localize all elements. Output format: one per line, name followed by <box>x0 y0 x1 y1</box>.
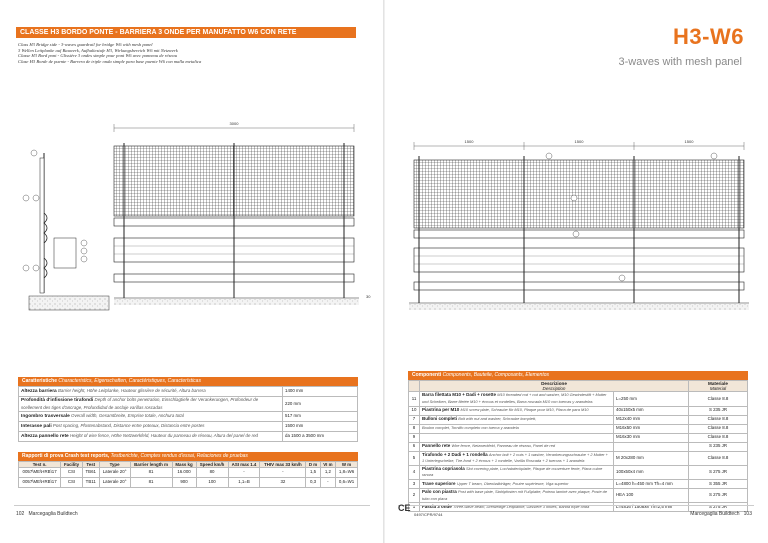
product-subtitle: 3-waves with mesh panel <box>618 56 742 68</box>
component-material: Classe 8.8 <box>689 424 748 433</box>
crash-col-header: Test n. <box>19 462 61 468</box>
crash-cell: 0,6=W1 <box>336 478 358 488</box>
ce-mark-icon: CE <box>398 503 411 513</box>
component-description <box>420 424 614 433</box>
crash-cell: 81 <box>130 468 172 478</box>
crash-col-header: Type <box>99 462 130 468</box>
spec-row <box>19 412 358 422</box>
crash-cell: 32 <box>260 478 306 488</box>
crash-col-header: D m <box>306 462 320 468</box>
crash-cell: 81 <box>130 478 172 488</box>
technical-drawing-left <box>14 118 374 313</box>
component-size: 100x50x4 mm <box>614 465 689 479</box>
subtitle-en: Class H3 Bridge side - 3-waves guardrail for bridge W6 with mesh panel <box>18 42 153 47</box>
component-name-alt: Wire fence, Netzwerkfeld, Panneau de réseau, Panel de red <box>451 443 556 449</box>
spec-header-main: Caratteristiche <box>22 378 58 384</box>
component-material: S 355 JR <box>689 479 748 488</box>
component-name-alt: Three-wave beam, Dreiwellige Leitplanke, Glissière 3 ondes, Banda triple onda <box>453 503 590 509</box>
dim-2: 1500 <box>574 139 584 144</box>
spec-label-cell <box>19 432 283 442</box>
component-description <box>420 392 614 406</box>
crash-col-header: VI m <box>320 462 335 468</box>
crash-cell: 0057\ME\HRB\17 <box>19 468 61 478</box>
component-row <box>409 406 748 415</box>
spec-label-alt: Height of wire fence, Höhe Netzwerkfeld, Hauteur du panneau de réseau, Altura del panel de red <box>69 432 258 438</box>
component-number: 8 <box>409 424 420 433</box>
components-header <box>408 371 748 380</box>
crash-cell: Laterale 20° <box>99 468 130 478</box>
component-size: L=250 mm <box>614 392 689 406</box>
component-size: M 20x280 mm <box>614 451 689 465</box>
crash-cell: CSI <box>61 478 83 488</box>
component-description <box>420 465 614 479</box>
component-description <box>420 451 614 465</box>
technical-drawing-right <box>404 138 754 318</box>
spec-value: 1400 mm <box>283 387 358 397</box>
component-number: 11 <box>409 392 420 406</box>
crash-col-header: Barrier length m <box>130 462 172 468</box>
spec-label-cell <box>19 412 283 422</box>
crash-cell: 0,3 <box>306 478 320 488</box>
spec-label-cell <box>19 387 283 397</box>
crash-cell: 1,5 <box>306 468 320 478</box>
component-row <box>409 392 748 406</box>
component-description <box>420 406 614 415</box>
component-number: 4 <box>409 465 420 479</box>
component-name: Fascia 3 onde <box>422 503 452 509</box>
spec-row <box>19 387 358 397</box>
component-name-alt: Post with base plate, Stahlpfosten mit Fußplatte, Poteau laminé avec plaque, Poste de tubo con placa <box>422 488 608 501</box>
spec-label: Profondità d'infissione tirafondi <box>21 398 94 403</box>
dim-1: 1500 <box>464 139 474 144</box>
component-size: L=4816 / 1508x8 Th=2,5 mm <box>614 503 689 512</box>
spec-header-alt: Characteristics, Eigenschaften, Caractéristiques, Características <box>58 378 201 384</box>
component-name-alt: Anchor bolt + 2 nuts + 1 washer, Verankerungsschraube + 2 Mutter + 1 Unterlegscheibe, Tire-fond + 2 écrous + 1 rondelle, Varilla Roscada + 2 tuercas + 1 arandela <box>422 451 608 464</box>
spec-label-alt: Barrier height, Höhe Leitplanke, Hauteur glissière de sécurité, Altura barrera <box>57 387 206 393</box>
component-size: M16x30 mm <box>614 433 689 442</box>
spec-table <box>18 386 358 442</box>
component-material: Classe 8.8 <box>689 415 748 424</box>
crash-cell: Laterale 20° <box>99 478 130 488</box>
component-row <box>409 451 748 465</box>
component-name: Piastrina per M10 <box>422 407 460 413</box>
spec-value: 1500 mm <box>283 422 358 432</box>
page-title: CLASSE H3 BORDO PONTE - BARRIERA 3 ONDE PER MANUFATTO W6 CON RETE <box>16 27 356 38</box>
component-row <box>409 488 748 502</box>
spec-label-alt: Overall width, Gesamtbreite, Emprise totale, Anchura total <box>71 412 184 418</box>
crash-col-header: Speed km/h <box>196 462 228 468</box>
component-material: S 275 JR <box>689 503 748 512</box>
component-material: S 235 JR <box>689 442 748 451</box>
crash-cell: 1,2 <box>320 468 335 478</box>
dim-small-label: 30 <box>366 294 371 299</box>
left-footer <box>16 511 78 517</box>
col-description: Descrizione Description <box>420 381 689 392</box>
crash-header <box>18 452 358 461</box>
page-number-right: 103 <box>743 511 752 517</box>
component-material: Classe 8.8 <box>689 433 748 442</box>
component-size <box>614 442 689 451</box>
product-code: H3-W6 <box>673 24 744 49</box>
page-number-left: 102 <box>16 511 25 517</box>
crash-table <box>18 461 358 488</box>
component-size: M12x40 mm <box>614 415 689 424</box>
right-page <box>384 0 768 543</box>
component-name-alt: Slot covering plate, Lochabdeckplatte, Plaque de couverture fente, Placa cubre ranura <box>422 465 603 478</box>
spec-value: 517 mm <box>283 412 358 422</box>
crash-cell: TB61 <box>82 468 99 478</box>
component-name-alt: Boulon complet, Tornillo completo con tuerca y arandela <box>422 425 519 431</box>
component-number: 6 <box>409 442 420 451</box>
spec-label-cell <box>19 397 283 412</box>
col-material: Materiale Material <box>689 381 748 392</box>
brand-footer-left: Marcegaglia Buildtech <box>28 511 78 517</box>
crash-cell: 0057\ME\HRB\17 <box>19 478 61 488</box>
component-name: Pannello rete <box>422 443 451 449</box>
spec-row <box>19 397 358 412</box>
component-description <box>420 479 614 488</box>
component-material: S 275 JR <box>689 488 748 502</box>
component-row <box>409 465 748 479</box>
spec-label-alt: Depth of anchor bolts penetration, Einschlagtiefe der Verankerungen, Profondeur de scellement des tiges d'ancrage, Profundidad de anclaje varillas roscadas <box>21 397 259 410</box>
component-number: 9 <box>409 433 420 442</box>
component-name-alt: M10 screw plate, Schraube für M10, Plaque pour M10, Placa de para M10 <box>460 407 589 413</box>
spec-label: Altezza pannello rete <box>21 433 69 439</box>
spec-label-alt: Post spacing, Pfostenabstand, Distance entre poteaux, Distancia entre postes <box>52 422 205 428</box>
component-size: HEA 100 <box>614 488 689 502</box>
crash-cell: TB11 <box>82 478 99 488</box>
component-name: Piastrina copriasola <box>422 465 465 471</box>
spec-row <box>19 432 358 442</box>
dim-3: 1500 <box>684 139 694 144</box>
brand-footer-right: Marcegaglia Buildtech <box>690 511 740 517</box>
crash-row <box>19 468 358 478</box>
component-material: S 235 JR <box>689 406 748 415</box>
components-header-main: Componenti <box>412 372 442 378</box>
right-footer <box>690 511 752 517</box>
component-row <box>409 442 748 451</box>
spec-label: Altezza barriera <box>21 388 57 394</box>
component-description <box>420 488 614 502</box>
component-row <box>409 415 748 424</box>
crash-cell: - <box>228 468 260 478</box>
crash-cell: 1,8=W6 <box>336 468 358 478</box>
spec-label-cell <box>19 422 283 432</box>
component-name-alt: M10 threaded rod + nut and washer, M10 Gewindestift + Mutter und Scheiben, Barre filetée M10 + écrous et rondelles, Barra roscada M10 con tuercas y arandelas <box>422 392 607 404</box>
dim-top-label: 3000 <box>229 121 239 126</box>
subtitle-fr: Classe H3 Bord pont - Glissière 3 ondes simple pour pont W6 avec panneau de réseau <box>18 53 178 59</box>
component-name: Palo con piastra <box>422 488 457 494</box>
component-name: Bulloni completi <box>422 416 458 422</box>
components-table <box>408 380 748 512</box>
crash-col-header: ASI max 1.4 <box>228 462 260 468</box>
component-description <box>420 442 614 451</box>
component-material: Classe 8.8 <box>689 392 748 406</box>
crash-col-header: Test <box>82 462 99 468</box>
crash-cell: - <box>260 468 306 478</box>
component-name-alt: Bolt with nut and washer, Schraube komplett, <box>458 416 537 422</box>
crash-cell: 100 <box>196 478 228 488</box>
subtitle-de: 3 Wellen Leitplanke auf Bauwerk, Aufhaltestufe H3, Wirkungsbereich W6 mit Netzwerk <box>18 47 178 53</box>
crash-cell: CSI <box>61 468 83 478</box>
crash-cell: - <box>320 478 335 488</box>
component-name: Tirafondo + 2 Dadi + 1 rondella <box>422 451 488 457</box>
component-name-alt: Upper T beam, Obenbalkträger, Poutre supérieure, Viga superior <box>456 480 569 486</box>
component-number: 7 <box>409 415 420 424</box>
components-header-alt: Components, Bauteile, Composants, Elementos <box>442 372 550 378</box>
subtitles <box>18 42 201 64</box>
crash-cell: 80 <box>196 468 228 478</box>
crash-col-header: Facility <box>61 462 83 468</box>
component-name: Trave superiore <box>422 480 456 486</box>
component-description <box>420 433 614 442</box>
subtitle-es: Clase H3 Borde de puente - Barrera de triple onda simple para base puente W6 con malla metalica <box>18 58 202 64</box>
component-number: 5 <box>409 451 420 465</box>
spec-header <box>18 377 358 386</box>
component-number: 1 <box>409 503 420 512</box>
component-name: Barra filettata M10 + Dadi + rosette <box>422 392 497 398</box>
component-size: M16x50 mm <box>614 424 689 433</box>
crash-col-header: W m <box>336 462 358 468</box>
component-material: S 275 JR <box>689 465 748 479</box>
crash-cell: 900 <box>172 478 196 488</box>
crash-col-header: Mass kg <box>172 462 196 468</box>
cert-number: 0497/CPR/9744 <box>414 512 443 517</box>
spec-row <box>19 422 358 432</box>
crash-col-header: THIV max 33 km/h <box>260 462 306 468</box>
component-size: L=4800 h=450 mm Th=4 mm <box>614 479 689 488</box>
crash-header-main: Rapporti di prova Crash test reports, <box>22 453 110 459</box>
component-number: 10 <box>409 406 420 415</box>
crash-header-alt: Testberichte, Comptes rendus d'essai, Relaciones de pruebas <box>110 453 248 459</box>
spec-value: 220 mm <box>283 397 358 412</box>
component-description <box>420 503 614 512</box>
component-material: Classe 8.8 <box>689 451 748 465</box>
crash-cell: 1,1=B <box>228 478 260 488</box>
component-description <box>420 415 614 424</box>
crash-cell: 16.000 <box>172 468 196 478</box>
spec-value: da 1500 a 3500 mm <box>283 432 358 442</box>
component-row <box>409 479 748 488</box>
crash-row <box>19 478 358 488</box>
component-row <box>409 424 748 433</box>
component-number: 2 <box>409 488 420 502</box>
component-row <box>409 433 748 442</box>
spec-label: Interasse pali <box>21 423 52 429</box>
component-number: 3 <box>409 479 420 488</box>
component-size: 40x150x5 mm <box>614 406 689 415</box>
spec-label: Ingombro trasversale <box>21 413 70 419</box>
